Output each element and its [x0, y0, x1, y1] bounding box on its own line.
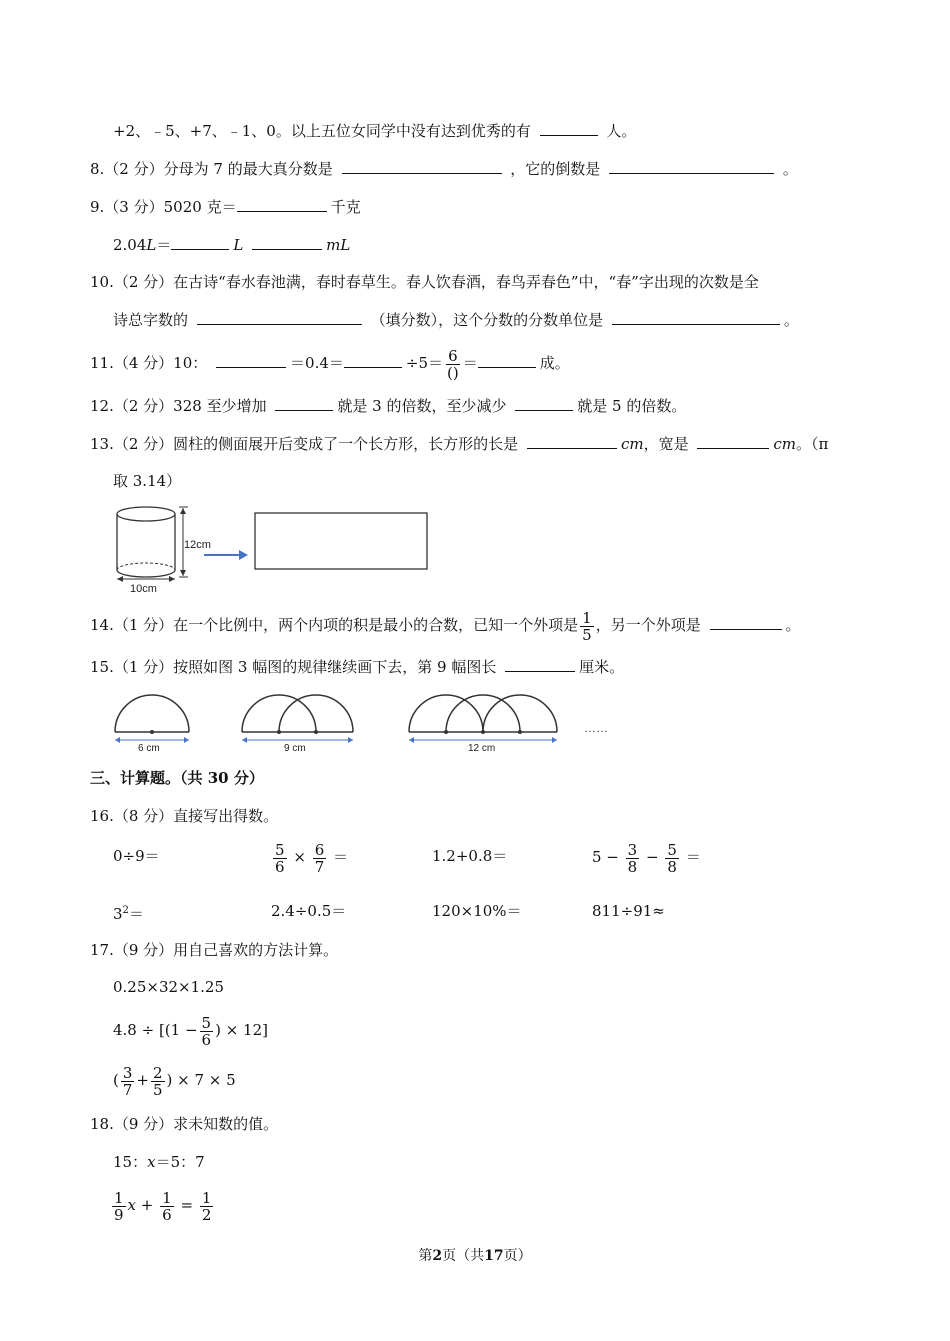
q17-e3-frac-2	[151, 1065, 165, 1098]
q16-r1c4-frac-1	[626, 842, 640, 875]
q17-e2-b: ) × 12]	[215, 1021, 268, 1039]
q13-figure	[106, 500, 436, 596]
q16-r1c2	[271, 840, 348, 875]
q18-heading: 18.（9 分）求未知数的值。	[90, 1115, 279, 1133]
q18-e2-frac-3-den: 2	[201, 1205, 212, 1224]
q12-blank-2[interactable]	[515, 396, 573, 411]
q14-frac-den: 5	[582, 625, 592, 644]
q10-line-1: 10.（2 分）在古诗“春水春池满，春时春草生。春人饮春酒，春鸟弄春色”中，“春”字出现的次数是全	[90, 273, 759, 291]
q13-text-mid: ，宽是	[643, 435, 689, 453]
q16-r1c4-op: −	[646, 848, 659, 866]
arrow-right-icon	[204, 550, 248, 560]
footer-total-pages: 17	[484, 1248, 504, 1264]
q9-unit: 千克	[330, 198, 361, 216]
q11-eq1: ＝0.4＝	[290, 354, 344, 372]
q8-text-mid: ，它的倒数是	[510, 160, 601, 178]
q16-r1c2-frac-1-den: 6	[275, 857, 285, 876]
q9-line-2	[113, 235, 350, 255]
q17-e2-frac	[200, 1015, 214, 1048]
q14-blank[interactable]	[710, 615, 782, 630]
q17-expr-3	[113, 1063, 236, 1098]
q17-e3-frac-2-num: 2	[152, 1063, 163, 1082]
q8-blank-1[interactable]	[342, 159, 502, 174]
q16-r1c4-eq: ＝	[685, 848, 701, 866]
q7-text: +2、﹣5、+7、﹣1、0。以上五位女同学中没有达到优秀的有	[113, 122, 531, 140]
q12-text: 12.（2 分）328 至少增加	[90, 397, 267, 415]
q17-e3-frac-1-num: 3	[122, 1063, 133, 1082]
q17-e2-frac-num: 5	[201, 1013, 212, 1032]
q16-r1c4-frac-2-num: 5	[667, 840, 677, 859]
q9-blank-2[interactable]	[171, 235, 229, 250]
q17-e3-op: +	[136, 1071, 149, 1089]
q17-expr-1: 0.25×32×1.25	[113, 978, 225, 996]
semicircle-figure-1	[115, 695, 189, 754]
height-dimension	[179, 507, 211, 577]
fig15-ellipsis: ……	[584, 721, 608, 735]
q18-e2-frac-2	[160, 1190, 174, 1223]
q18-e2-x: x	[127, 1196, 137, 1214]
q15-line	[90, 657, 624, 677]
q17-e2-a: 4.8 ÷ [(1 −	[113, 1021, 198, 1039]
q18-e1-x: x	[147, 1153, 156, 1171]
q11-text: 11.（4 分）10：	[90, 354, 208, 372]
q18-e2-frac-2-den: 6	[162, 1205, 172, 1224]
q13-line-1	[90, 434, 828, 454]
q18-e2-eq: =	[180, 1196, 194, 1214]
q9-unit-mL: mL	[326, 236, 351, 254]
q14-text: 14.（1 分）在一个比例中，两个内项的积是最小的合数，已知一个外项是	[90, 616, 579, 634]
q10-blank-2[interactable]	[612, 310, 780, 325]
q7-answer-blank[interactable]	[540, 121, 598, 136]
q16-r2c1-eq: ＝	[128, 905, 144, 923]
q17-e3-a: (	[113, 1071, 119, 1089]
q9-text: 9.（3 分）5020 克＝	[90, 198, 237, 216]
q17-heading: 17.（9 分）用自己喜欢的方法计算。	[90, 941, 339, 959]
q13-text-tail: 。（π	[796, 435, 829, 453]
q9-unit-L2: L	[233, 236, 244, 254]
q12-blank-1[interactable]	[275, 396, 333, 411]
q18-e2-frac-1-num: 1	[114, 1188, 124, 1207]
q9-blank-1[interactable]	[237, 197, 327, 212]
q18-expr-2	[110, 1188, 215, 1223]
q14-fraction	[580, 610, 594, 643]
q14-frac-num: 1	[582, 608, 592, 627]
footer-c: 页）	[503, 1248, 532, 1264]
q9-unit-L: L	[146, 236, 157, 254]
q16-r2c3: 120×10%＝	[432, 902, 522, 920]
q16-r1c4-a: 5 −	[592, 848, 619, 866]
q15-figure	[100, 688, 630, 758]
q11-eq2: ＝	[462, 354, 478, 372]
q13-blank-2[interactable]	[697, 434, 769, 449]
q16-r2c1-exp: 2	[122, 905, 129, 916]
diameter-label: 10cm	[130, 583, 157, 595]
q13-line-2: 取 3.14）	[113, 472, 182, 490]
q15-text: 15.（1 分）按照如图 3 幅图的规律继续画下去，第 9 幅图长	[90, 658, 497, 676]
q18-e1-a: 15：	[113, 1153, 148, 1171]
cylinder-shape	[117, 507, 175, 577]
q16-r1c2-op: ×	[293, 848, 306, 866]
footer-a: 第	[418, 1248, 433, 1264]
q16-r2c1-base: 3	[113, 905, 123, 923]
q14-text-mid: ，另一个外项是	[595, 616, 701, 634]
q14-line	[90, 607, 801, 643]
q16-r1c2-frac-1	[273, 842, 287, 875]
q11-frac-den[interactable]: ()	[447, 363, 459, 382]
q16-r1c1: 0÷9＝	[113, 847, 160, 865]
q18-e1-b: ＝5：7	[155, 1153, 205, 1171]
q16-r2c1	[113, 901, 144, 924]
q11-blank-2[interactable]	[344, 353, 402, 368]
q10-line-2	[113, 310, 799, 330]
unrolled-rectangle	[255, 513, 427, 569]
q10-blank-1[interactable]	[197, 310, 362, 325]
q11-frac-num: 6	[448, 346, 458, 365]
q8-text-end: 。	[782, 160, 798, 178]
q10-text-end: 。	[783, 311, 799, 329]
footer-page-number: 2	[432, 1248, 443, 1264]
q11-text-tail: 成。	[539, 354, 570, 372]
height-label: 12cm	[184, 539, 211, 551]
q16-r1c2-frac-1-num: 5	[275, 840, 285, 859]
q13-text: 13.（2 分）圆柱的侧面展开后变成了一个长方形，长方形的长是	[90, 435, 519, 453]
q12-line	[90, 396, 686, 416]
q11-div: ÷5＝	[405, 354, 444, 372]
q17-e3-frac-2-den: 5	[152, 1080, 163, 1099]
section-3-title: 三、计算题。（共 30 分）	[90, 769, 264, 787]
q17-e3-frac-1	[121, 1065, 135, 1098]
q11-blank-1[interactable]	[216, 353, 286, 368]
q17-e3-b: ) × 7 × 5	[166, 1071, 236, 1089]
semicircle-figure-2	[242, 695, 353, 754]
q16-r2c2: 2.4÷0.5＝	[271, 902, 347, 920]
q17-expr-2	[113, 1013, 268, 1048]
q9-eq: ＝	[156, 236, 172, 254]
q16-r1c2-frac-2-den: 7	[314, 857, 325, 876]
q16-r1c4-frac-2	[665, 842, 679, 875]
q18-e2-frac-3	[200, 1190, 214, 1223]
q17-e2-frac-den: 6	[201, 1030, 212, 1049]
q18-e2-op: +	[140, 1196, 154, 1214]
q16-r1c4-frac-1-den: 8	[627, 857, 638, 876]
q9-blank-3[interactable]	[252, 235, 322, 250]
q9-value: 2.04	[113, 236, 147, 254]
q16-r1c4-frac-2-den: 8	[667, 857, 677, 876]
q11-line	[90, 345, 570, 381]
q16-r1c4-frac-1-num: 3	[627, 840, 638, 859]
diameter-dimension	[117, 576, 175, 595]
semicircle-figure-3	[409, 695, 557, 754]
q13-unit-1: cm	[620, 435, 644, 453]
q12-text-mid: 就是 3 的倍数，至少减少	[337, 397, 507, 415]
q16-r1c2-frac-2	[313, 842, 327, 875]
q16-r1c2-frac-2-num: 6	[314, 840, 325, 859]
q16-r2c4: 811÷91≈	[592, 902, 665, 920]
q11-fraction	[445, 348, 461, 381]
q18-e2-frac-3-num: 1	[201, 1188, 212, 1207]
q15-text-tail: 厘米。	[579, 658, 625, 676]
fig15-label-2: 9 cm	[284, 743, 306, 754]
q11-blank-3[interactable]	[478, 353, 536, 368]
q16-r1c3: 1.2+0.8＝	[432, 847, 508, 865]
q12-text-tail: 就是 5 的倍数。	[577, 397, 687, 415]
q13-blank-1[interactable]	[527, 434, 617, 449]
q15-blank[interactable]	[505, 657, 575, 672]
q17-e3-frac-1-den: 7	[122, 1080, 133, 1099]
q18-e2-frac-1	[112, 1190, 126, 1223]
page-footer	[0, 1245, 950, 1265]
q10-text-mid: （填分数），这个分数的分数单位是	[370, 311, 604, 329]
fig15-label-3: 12 cm	[468, 743, 496, 754]
q16-r1c2-eq: ＝	[333, 848, 349, 866]
q13-unit-2: cm	[773, 435, 796, 453]
q10-text: 诗总字数的	[113, 311, 189, 329]
q8-line	[90, 159, 798, 179]
q18-e2-frac-2-num: 1	[162, 1188, 172, 1207]
q8-text: 8.（2 分）分母为 7 的最大真分数是	[90, 160, 333, 178]
q16-heading: 16.（8 分）直接写出得数。	[90, 807, 279, 825]
q7-line	[113, 121, 636, 141]
q7-unit: 人。	[606, 122, 637, 140]
fig15-label-1: 6 cm	[138, 743, 160, 754]
q9-line-1	[90, 197, 361, 217]
q18-expr-1	[113, 1152, 205, 1172]
q18-e2-frac-1-den: 9	[114, 1205, 124, 1224]
q14-text-end: 。	[785, 616, 801, 634]
q8-blank-2[interactable]	[609, 159, 774, 174]
footer-b: 页（共	[442, 1248, 485, 1264]
q16-r1c4	[592, 840, 701, 875]
